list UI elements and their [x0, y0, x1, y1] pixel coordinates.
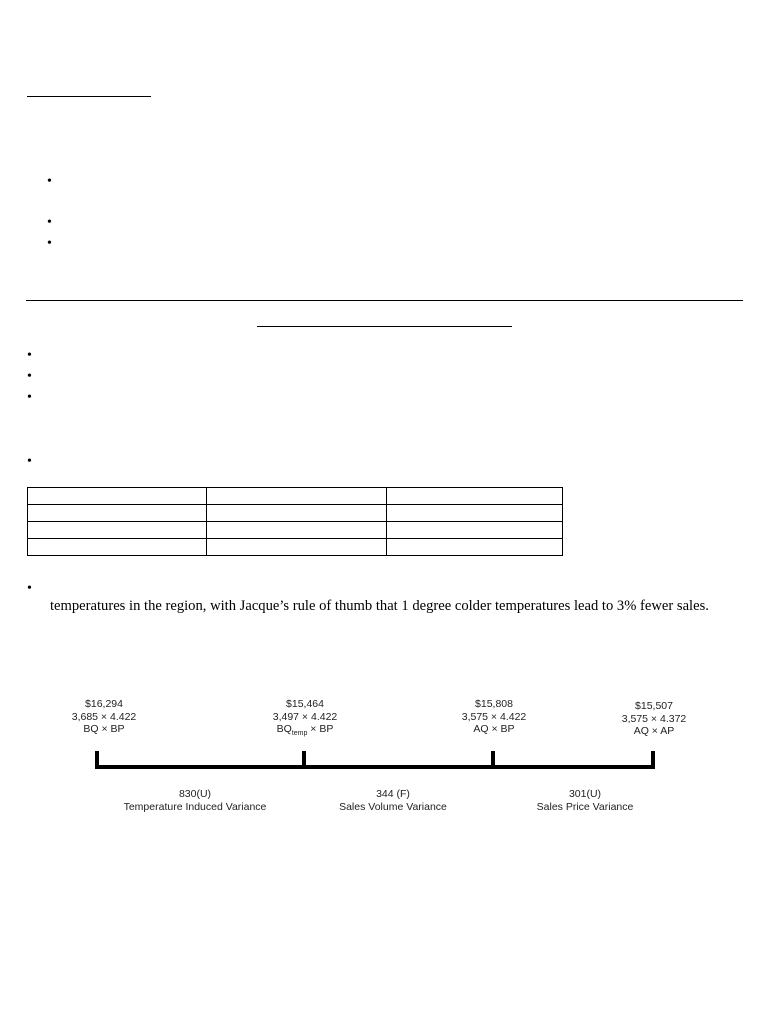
- bullet-marker: •: [47, 236, 52, 251]
- variance-timeline: [90, 745, 660, 775]
- point-amount: $15,808: [475, 698, 513, 710]
- point-label: AQ × AP: [633, 725, 675, 737]
- table-cell: [387, 522, 563, 539]
- table-cell: [207, 539, 387, 556]
- data-table: [27, 487, 563, 556]
- timeline-tick: [302, 751, 306, 769]
- bullet-marker: •: [47, 215, 52, 230]
- section-divider: [26, 300, 743, 301]
- point-calculation: 3,575 × 4.422: [461, 710, 527, 723]
- variance-value: 301(U): [568, 788, 602, 800]
- bullet-marker: •: [27, 390, 32, 405]
- heading-underline: [27, 96, 151, 97]
- variance-item: [510, 788, 660, 813]
- bullet-marker: •: [27, 369, 32, 384]
- section-title-underline: [257, 326, 512, 327]
- table-cell: [207, 488, 387, 505]
- timeline-tick: [651, 751, 655, 769]
- body-paragraph: temperatures in the region, with Jacque’s rule of thumb that 1 degree colder temperatures lead to 3% fewer sales.: [50, 598, 709, 614]
- label-subscript: temp: [291, 730, 308, 738]
- table-row: [28, 488, 563, 505]
- point-calculation: 3,575 × 4.372: [621, 712, 687, 725]
- timeline-tick: [491, 751, 495, 769]
- table-row: [28, 522, 563, 539]
- point-calculation: 3,497 × 4.422: [272, 710, 338, 723]
- table-cell: [28, 505, 207, 522]
- table-cell: [207, 505, 387, 522]
- diagram-point: [602, 700, 706, 738]
- variance-name: Sales Price Variance: [536, 800, 634, 813]
- variance-value: 830(U): [178, 788, 212, 800]
- label-rest: × BP: [307, 723, 334, 735]
- table-cell: [387, 505, 563, 522]
- table-cell: [28, 488, 207, 505]
- point-label: AQ × BP: [473, 723, 515, 735]
- variance-value: 344 (F): [376, 788, 410, 800]
- bullet-marker: •: [47, 174, 52, 189]
- timeline-bar: [95, 765, 655, 769]
- bullet-marker: •: [27, 581, 32, 596]
- diagram-point: [442, 698, 546, 736]
- table-row: [28, 539, 563, 556]
- bullet-marker: •: [27, 454, 32, 469]
- point-calculation: 3,685 × 4.422: [71, 710, 137, 723]
- table-cell: [28, 522, 207, 539]
- bullet-marker: •: [27, 348, 32, 363]
- table-row: [28, 505, 563, 522]
- variance-item: [318, 788, 468, 813]
- diagram-point: [253, 698, 357, 741]
- point-label: [253, 723, 357, 741]
- point-amount: $16,294: [85, 698, 123, 710]
- timeline-tick: [95, 751, 99, 769]
- table-cell: [387, 488, 563, 505]
- point-label: BQ × BP: [83, 723, 125, 735]
- variance-name: Sales Volume Variance: [339, 800, 447, 813]
- point-amount: $15,507: [635, 700, 673, 712]
- table-cell: [28, 539, 207, 556]
- point-amount: $15,464: [286, 698, 324, 710]
- label-main: BQ: [276, 723, 292, 735]
- variance-item: [115, 788, 275, 813]
- table-cell: [207, 522, 387, 539]
- table-cell: [387, 539, 563, 556]
- diagram-point: [52, 698, 156, 736]
- variance-name: Temperature Induced Variance: [123, 800, 267, 813]
